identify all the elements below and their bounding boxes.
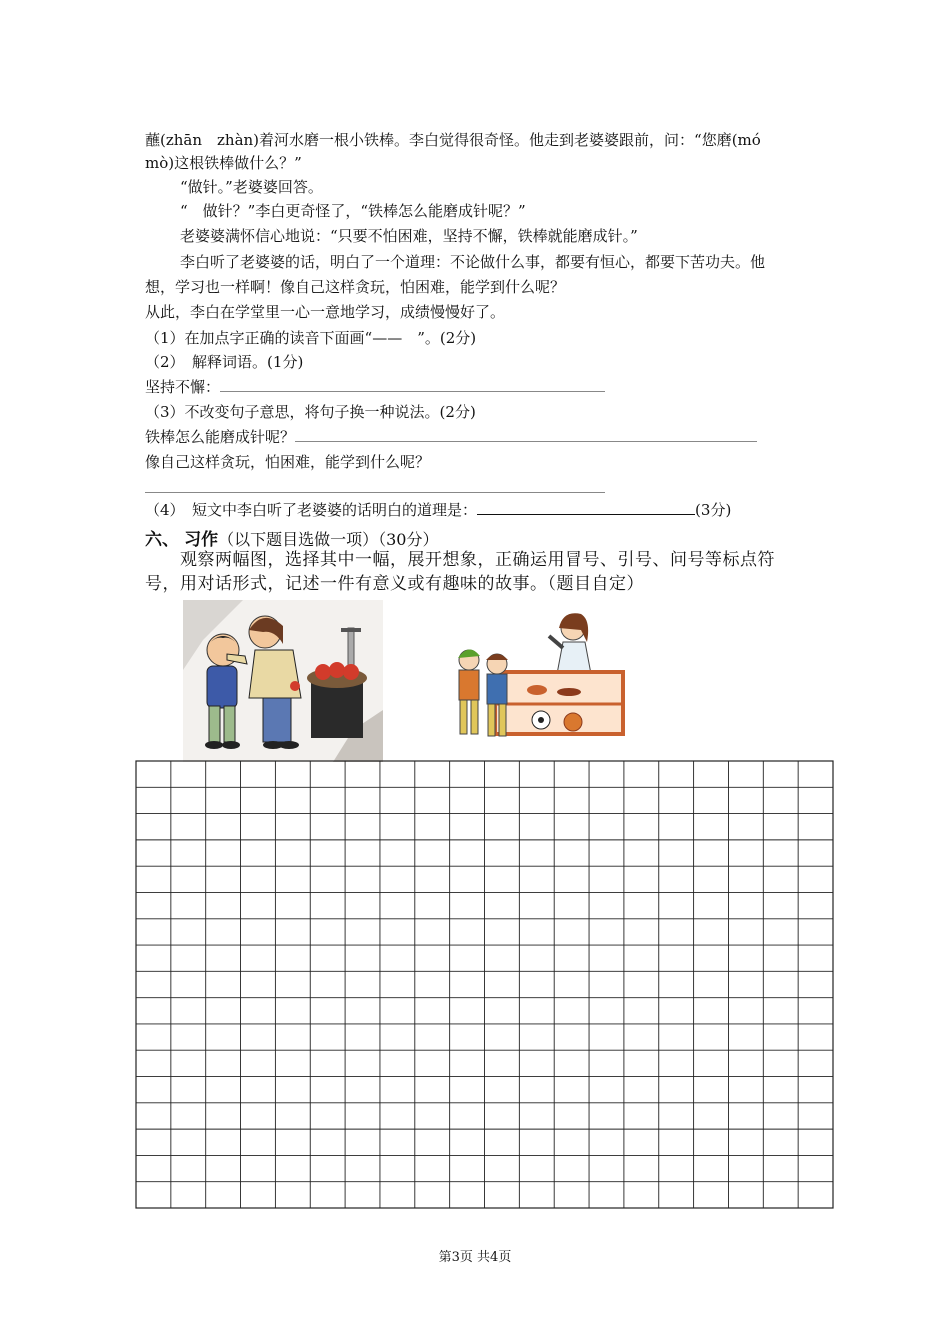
prompt-line-2: 号，用对话形式，记述一件有意义或有趣味的故事。（题目自定） (145, 574, 644, 594)
answer-blank-3b[interactable] (145, 478, 605, 493)
question-4-row (145, 500, 731, 520)
story-line-2: mò)这根铁棒做什么？” (145, 154, 302, 172)
picture-kids-at-shop (445, 608, 630, 748)
story-line-5: 老婆婆满怀信心地说：“只要不怕困难，坚持不懈，铁棒就能磨成针。” (180, 227, 638, 245)
answer-blank-3a[interactable] (295, 427, 757, 442)
story-line-1: 蘸(zhān zhàn)着河水磨一根小铁棒。李白觉得很奇怪。他走到老婆婆跟前，问：“您磨(mó (145, 131, 761, 149)
question-3-sentence-2: 像自己这样贪玩，怕困难，能学到什么呢？ (145, 453, 431, 471)
story-line-7: 想，学习也一样啊！像自己这样贪玩，怕困难，能学到什么呢？ (145, 278, 566, 296)
story-line-6: 李白听了老婆婆的话，明白了一个道理：不论做什么事，都要有恒心，都要下苦功夫。他 (180, 253, 766, 271)
question-2-term: 坚持不懈： (145, 378, 221, 396)
question-4-score: (3分) (695, 501, 732, 519)
section-6-title: 习作 (184, 530, 219, 550)
question-3-sentence-1-row (145, 427, 757, 447)
answer-blank-2[interactable] (220, 377, 605, 392)
question-2: （2） 解释词语。(1分) (145, 353, 304, 371)
story-line-4: “ 做针？”李白更奇怪了，“铁棒怎么能磨成针呢？” (180, 202, 526, 220)
page-footer: 第3页 共4页 (438, 1250, 512, 1265)
question-3: （3）不改变句子意思，将句子换一种说法。(2分) (145, 403, 476, 421)
section-6-score: （30分） (378, 530, 439, 549)
writing-grid[interactable] (135, 760, 834, 1209)
section-6-note: （以下题目选做一项） (218, 530, 379, 549)
picture-mother-and-boy (183, 600, 383, 762)
answer-blank-4[interactable] (477, 500, 695, 515)
section-6-heading (145, 525, 438, 550)
question-3-sentence-1: 铁棒怎么能磨成针呢？ (145, 428, 296, 446)
question-1: （1）在加点字正确的读音下面画“—— ”。(2分) (145, 329, 477, 347)
section-6-number: 六、 (145, 530, 179, 550)
question-4: （4） 短文中李白听了老婆婆的话明白的道理是： (145, 501, 478, 519)
prompt-line-1: 观察两幅图，选择其中一幅，展开想象，正确运用冒号、引号、问号等标点符 (180, 550, 775, 570)
story-line-8: 从此，李白在学堂里一心一意地学习，成绩慢慢好了。 (145, 303, 506, 321)
question-2-answer-row (145, 377, 605, 397)
story-line-3: “做针。”老婆婆回答。 (180, 178, 323, 196)
